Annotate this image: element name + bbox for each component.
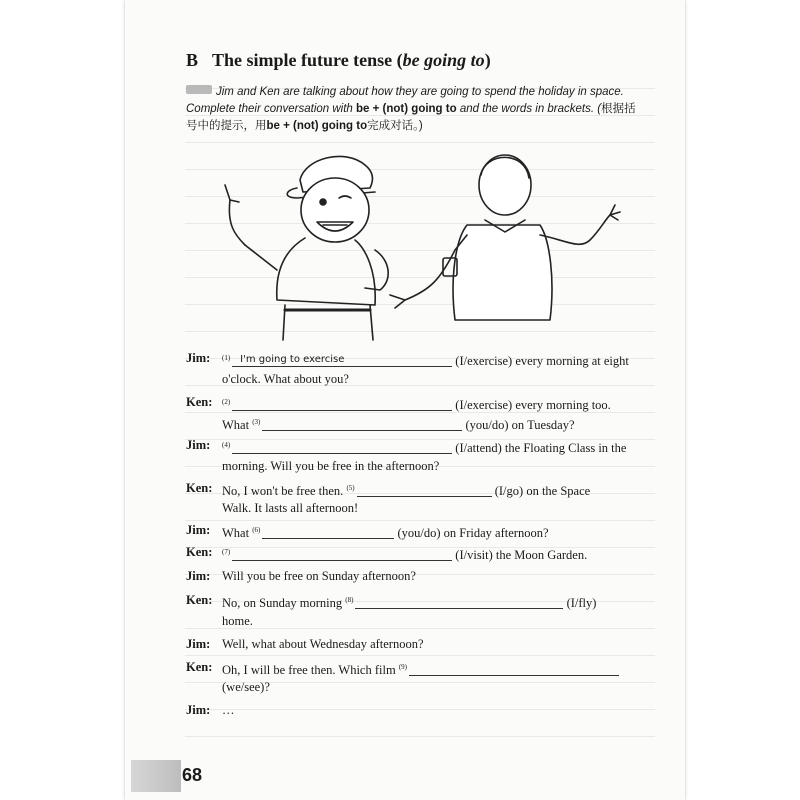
blank-number: (5) [346, 484, 355, 492]
answer-blank[interactable] [232, 439, 452, 454]
speaker-label: Jim: [186, 351, 211, 365]
speaker-label: Ken: [186, 481, 213, 495]
speaker-label: Ken: [186, 395, 213, 409]
speaker-label: Ken: [186, 593, 213, 607]
exercise-instruction [186, 84, 646, 135]
answer-blank[interactable] [232, 352, 452, 367]
dialogue-segment: (you/do) on Friday afternoon? [394, 526, 549, 540]
blank-number: (1) [222, 354, 231, 362]
instruction-text: Jim and Ken are talking about how they are going to spend the holiday in space. Complete their conversation with [186, 86, 624, 115]
blank-number: (6) [252, 526, 261, 534]
instruction-zh-2: 完成对话。) [367, 120, 423, 132]
dialogue-segment: Walk. It lasts all afternoon! [222, 501, 359, 515]
dialogue-text [222, 611, 642, 632]
dialogue-text [222, 634, 642, 655]
answer-blank[interactable] [409, 661, 619, 676]
dialogue-segment: (I/go) on the Space [491, 484, 591, 498]
dialogue-segment: What [222, 526, 253, 540]
answer-blank[interactable] [262, 416, 462, 431]
dialogue-text [222, 677, 642, 698]
section-title-italic: be going to [402, 50, 485, 70]
dialogue-segment: No, on Sunday morning [222, 596, 346, 610]
dialogue-segment: Well, what about Wednesday afternoon? [222, 637, 424, 651]
dialogue-segment: o'clock. What about you? [222, 372, 349, 386]
instruction-form-zh: be + (not) going to [266, 120, 368, 132]
dialogue-text [222, 498, 642, 519]
two-boys-illustration [205, 140, 625, 345]
dialogue-text [222, 456, 642, 477]
dialogue-segment: … [222, 703, 235, 717]
page-number: 68 [182, 765, 203, 785]
dialogue-text [222, 566, 642, 587]
answer-blank[interactable] [232, 546, 452, 561]
dialogue-segment: (I/fly) [563, 596, 597, 610]
dialogue-segment: morning. Will you be free in the afternoon? [222, 459, 440, 473]
answer-blank[interactable] [262, 524, 394, 539]
section-title: The simple future tense ( [212, 50, 403, 70]
blank-number: (8) [345, 596, 354, 604]
answer-blank[interactable] [355, 594, 563, 609]
dialogue-segment: (I/visit) the Moon Garden. [452, 548, 588, 562]
speaker-label: Jim: [186, 637, 211, 651]
speaker-label: Jim: [186, 438, 211, 452]
section-heading [186, 50, 491, 71]
speaker-label: Jim: [186, 569, 211, 583]
dialogue-text [222, 369, 642, 390]
page-number-tab [131, 760, 181, 792]
blank-number: (3) [252, 418, 261, 426]
speaker-label: Jim: [186, 703, 211, 717]
answer-blank[interactable] [357, 482, 492, 497]
dialogue-segment: (I/attend) the Floating Class in the [452, 441, 627, 455]
speaker-label: Jim: [186, 523, 211, 537]
dialogue-segment: Oh, I will be free then. Which film [222, 663, 399, 677]
dialogue-segment: What [222, 418, 253, 432]
dialogue-segment: (you/do) on Tuesday? [462, 418, 575, 432]
dialogue-segment: home. [222, 614, 253, 628]
blank-number: (2) [222, 398, 231, 406]
dialogue-segment: Will you be free on Sunday afternoon? [222, 569, 416, 583]
dialogue-text [222, 412, 642, 436]
speaker-label: Ken: [186, 660, 213, 674]
dialogue-segment: (I/exercise) every morning too. [452, 398, 611, 412]
exercise-badge-icon [186, 85, 212, 94]
dialogue-segment: (we/see)? [222, 680, 270, 694]
dialogue-text [222, 700, 642, 721]
blank-number: (9) [398, 663, 407, 671]
handwritten-answer: I'm going to exercise [240, 354, 345, 365]
answer-blank[interactable] [232, 396, 452, 411]
instruction-form: be + (not) going to [356, 103, 457, 115]
instruction-zh: 根据括号中的提示，用 [186, 103, 636, 132]
section-title-close: ) [484, 50, 491, 70]
blank-number: (4) [222, 441, 231, 449]
blank-number: (7) [222, 548, 231, 556]
dialogue-text [222, 520, 642, 544]
dialogue-segment: (I/exercise) every morning at eight [452, 354, 629, 368]
dialogue-text [222, 542, 642, 566]
dialogue-segment: No, I won't be free then. [222, 484, 347, 498]
instruction-text-2: and the words in brackets. ( [456, 103, 602, 115]
speaker-label: Ken: [186, 545, 213, 559]
section-letter: B [186, 50, 199, 70]
